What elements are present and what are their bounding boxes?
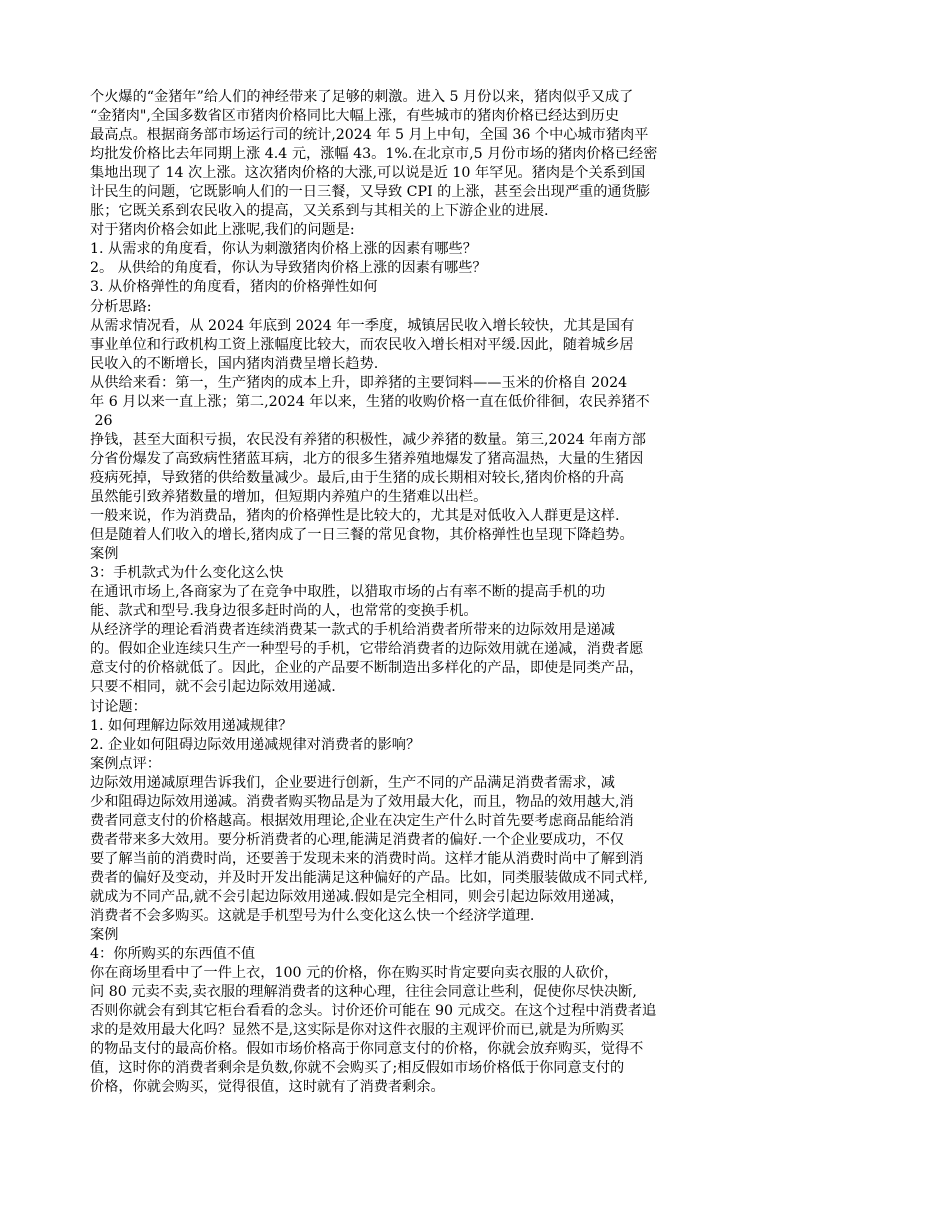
text-line: 消费者不会多购买。这就是手机型号为什么变化这么快一个经济学道理. xyxy=(90,908,535,925)
text-line: 值，这时你的消费者剩余是负数,你就不会购买了;相反假如市场价格低于你同意支付的 xyxy=(90,1060,625,1077)
document-body xyxy=(90,88,890,1097)
text-line: 就成为不同产品,就不会引起边际效用递减.假如是完全相同，则会引起边际效用递减， xyxy=(90,888,624,905)
question-item: 3. 从价格弹性的角度看，猪肉的价格弹性如何 xyxy=(90,279,378,296)
page-number: 26 xyxy=(90,412,113,429)
text-line: 从需求情况看，从 2024 年底到 2024 年一季度，城镇居民收入增长较快，尤其是国有 xyxy=(90,317,635,334)
text-line: 年 6 月以来一直上涨；第二,2024 年以来，生猪的收购价格一直在低价徘徊，农民养猪不 xyxy=(90,393,650,410)
text-line: 民收入的不断增长，国内猪肉消费呈增长趋势. xyxy=(90,355,379,372)
text-line: 事业单位和行政机构工资上涨幅度比较大，而农民收入增长相对平缓.因此，随着城乡居 xyxy=(90,336,634,353)
question-item: 1. 从需求的角度看，你认为刺激猪肉价格上涨的因素有哪些？ xyxy=(90,241,477,258)
text-line: 只要不相同，就不会引起边际效用递减. xyxy=(90,679,336,696)
case-title: 3：手机款式为什么变化这么快 xyxy=(90,565,284,582)
text-line: 费者带来多大效用。要分析消费者的心理,能满足消费者的偏好.一个企业要成功，不仅 xyxy=(90,831,624,848)
text-line: 求的是效用最大化吗？显然不是,这实际是你对这件衣服的主观评价而已,就是为所购买 xyxy=(90,1022,624,1039)
section-heading: 案例 xyxy=(90,546,119,563)
section-heading: 分析思路: xyxy=(90,298,152,315)
text-line: 意支付的价格就低了。因此，企业的产品要不断制造出多样化的产品，即使是同类产品， xyxy=(90,660,644,677)
text-line: 但是随着人们收入的增长,猪肉成了一日三餐的常见食物，其价格弹性也呈现下降趋势。 xyxy=(90,527,634,544)
text-line: 的物品支付的最高价格。假如市场价格高于你同意支付的价格，你就会放弃购买，觉得不 xyxy=(90,1041,644,1058)
text-line: 个火爆的“金猪年”给人们的神经带来了足够的刺激。进入 5 月份以来，猪肉似乎又成了 xyxy=(90,89,634,105)
text-line: 的。假如企业连续只生产一种型号的手机，它带给消费者的边际效用就在递减，消费者愿 xyxy=(90,641,644,658)
question-item: 2。 从供给的角度看，你认为导致猪肉价格上涨的因素有哪些？ xyxy=(90,260,487,277)
text-line: 胀；它既关系到农民收入的提高，又关系到与其相关的上下游企业的进展. xyxy=(90,203,549,220)
text-line: 一般来说，作为消费品，猪肉的价格弹性是比较大的，尤其是对低收入人群更是这样. xyxy=(90,508,620,525)
text-line: 挣钱，甚至大面积亏损，农民没有养猪的积极性，减少养猪的数量。第三,2024 年南方部 xyxy=(90,431,646,448)
text-line: 问 80 元卖不卖,卖衣服的理解消费者的这种心理，往往会同意让些利，促使你尽快决断, xyxy=(90,984,637,1001)
section-heading: 案例点评： xyxy=(90,755,161,772)
text-line: 从供给来看：第一，生产猪肉的成本上升，即养猪的主要饲料——玉米的价格自 2024 xyxy=(90,374,628,391)
text-line: 计民生的问题，它既影响人们的一日三餐，又导致 CPI 的上涨，甚至会出现严重的通货膨 xyxy=(90,184,650,201)
text-line: “金猪肉",全国多数省区市猪肉价格同比大幅上涨，有些城市的猪肉价格已经达到历史 xyxy=(90,108,620,125)
section-heading: 案例 xyxy=(90,927,119,944)
text-line: 能、款式和型号.我身边很多赶时尚的人，也常常的变换手机。 xyxy=(90,603,478,620)
case-title: 4：你所购买的东西值不值 xyxy=(90,946,256,963)
section-heading: 讨论题： xyxy=(90,698,147,715)
text-line: 最高点。根据商务部市场运行司的统计,2024 年 5 月上中旬，全国 36 个中心城市猪肉平 xyxy=(90,127,649,144)
text-line: 少和阻碍边际效用递减。消费者购买物品是为了效用最大化，而且，物品的效用越大,消 xyxy=(90,793,634,810)
text-line: 否则你就会有到其它柜台看看的念头。讨价还价可能在 90 元成交。在这个过程中消费者追 xyxy=(90,1003,657,1020)
question-item: 1. 如何理解边际效用递减规律？ xyxy=(90,717,293,734)
text-line: 集地出现了 14 次上涨。这次猪肉价格的大涨,可以说是近 10 年罕见。猪肉是个关系到国 xyxy=(90,165,646,182)
text-line: 分省份爆发了高致病性猪蓝耳病，北方的很多生猪养殖地爆发了猪高温热，大量的生猪因 xyxy=(90,450,644,467)
text-line: 费者的偏好及变动，并及时开发出能满足这种偏好的产品。比如，同类服装做成不同式样, xyxy=(90,869,648,886)
text-line: 边际效用递减原理告诉我们，企业要进行创新，生产不同的产品满足消费者需求，减 xyxy=(90,774,615,791)
text-line: 要了解当前的消费时尚，还要善于发现未来的消费时尚。这样才能从消费时尚中了解到消 xyxy=(90,850,644,867)
text-line: 你在商场里看中了一件上衣，100 元的价格，你在购买时肯定要向卖衣服的人砍价， xyxy=(90,965,619,982)
text-line: 从经济学的理论看消费者连续消费某一款式的手机给消费者所带来的边际效用是递减 xyxy=(90,622,615,639)
text-line: 疫病死掉，导致猪的供给数量减少。最后,由于生猪的成长期相对较长,猪肉价格的升高 xyxy=(90,469,624,486)
text-line: 价格，你就会购买，觉得很值，这时就有了消费者剩余。 xyxy=(90,1079,445,1096)
text-line: 均批发价格比去年同期上涨 4.4 元，涨幅 43。1%.在北京市,5 月份市场的猪肉价格已经密 xyxy=(90,146,658,163)
text-line: 费者同意支付的价格越高。根据效用理论,企业在决定生产什么时首先要考虑商品能给消 xyxy=(90,812,634,829)
text-line: 虽然能引致养猪数量的增加，但短期内养殖户的生猪难以出栏。 xyxy=(90,488,488,505)
question-intro: 对于猪肉价格会如此上涨呢,我们的问题是: xyxy=(90,222,355,239)
text-line: 在通讯市场上,各商家为了在竞争中取胜，以猎取市场的占有率不断的提高手机的功 xyxy=(90,584,606,601)
question-item: 2. 企业如何阻碍边际效用递减规律对消费者的影响？ xyxy=(90,736,421,753)
